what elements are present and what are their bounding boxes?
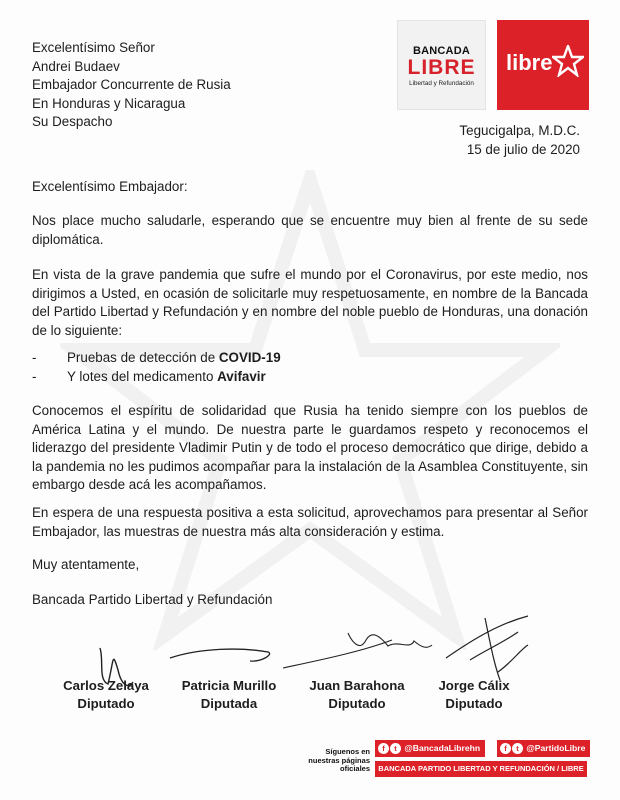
address-line: Su Despacho	[32, 114, 113, 130]
follow-us-label: Síguenos en nuestras páginas oficiales	[308, 747, 370, 773]
logo-libre-word: LIBRE	[407, 56, 476, 79]
signatory-name: Carlos Zelaya	[63, 678, 149, 693]
facebook-icon: f	[500, 743, 511, 754]
item-bold: Avifavir	[217, 369, 266, 384]
libre-logo-text: libre	[506, 50, 553, 75]
date: 15 de julio de 2020	[466, 141, 580, 157]
paragraph-solidarity: Conocemos el espíritu de solidaridad que Rusia ha tenido siempre con los pueblos de América Latina y el mundo. De nuestra parte le guardamos respeto y reconocemos el liderazgo del presidente Vladimir Putin y de todo el proceso democrático que dirige, debido a la pandemia no les pudimos acompañar para la instalación de la Asamblea Constituyente, sin embargo desde acá les acompañamos.	[32, 403, 588, 493]
signatory-name: Jorge Cálix	[438, 678, 510, 693]
item-text: Pruebas de detección de	[67, 350, 219, 365]
signatory	[413, 677, 535, 713]
item-bold: COVID-19	[218, 350, 281, 365]
party-banner: BANCADA PARTIDO LIBERTAD Y REFUNDACIÓN / LIBRE	[375, 761, 587, 777]
sender: Bancada Partido Libertad y Refundación	[32, 592, 273, 607]
social-handle-partido[interactable]	[497, 740, 590, 757]
logo-bancada-word: BANCADA	[412, 45, 470, 57]
twitter-icon: t	[390, 743, 401, 754]
logo-tagline: Libertad y Refundación	[409, 80, 474, 87]
handle-text: @PartidoLibre	[526, 743, 586, 753]
twitter-icon: t	[512, 743, 523, 754]
salutation: Excelentísimo Embajador:	[32, 179, 188, 194]
bullet-dash: -	[32, 350, 37, 365]
paragraph-closing: En espera de una respuesta positiva a esta solicitud, aprovechamos para presentar al Señor Embajador, las muestras de nuestra más alta consideración y estima.	[32, 505, 588, 539]
paragraph-request: En vista de la grave pandemia que sufre el mundo por el Coronavirus, por este medio, nos dirigimos a Usted, en ocasión de solicitarle muy respetuosamente, en nombre de la Bancada del Partido Libertad y Refundación y en nombre del noble pueblo de Honduras, una donación de lo siguiente:	[32, 267, 588, 338]
item-text: Y lotes del medicamento	[67, 369, 218, 384]
libre-party-logo	[497, 20, 589, 110]
complimentary-close: Muy atentamente,	[32, 557, 140, 572]
bancada-libre-logo	[397, 20, 486, 110]
social-handle-bancada[interactable]	[375, 740, 485, 757]
signatory	[293, 677, 421, 713]
place-and-date	[459, 122, 580, 159]
signatory-title: Diputado	[328, 696, 386, 711]
address-line: Excelentísimo Señor	[32, 40, 155, 55]
signature-murillo	[170, 649, 270, 661]
list-item	[32, 349, 281, 368]
recipient-address	[32, 39, 231, 132]
signatory	[44, 677, 168, 713]
signatory-title: Diputada	[200, 696, 258, 711]
signatory-name: Juan Barahona	[309, 678, 405, 693]
address-line: En Honduras y Nicaragua	[32, 95, 186, 111]
signatory-title: Diputado	[445, 696, 503, 711]
address-line: Andrei Budaev	[32, 58, 120, 74]
paragraph-greeting: Nos place mucho saludarle, esperando que se encuentre muy bien al frente de su sede diplomática.	[32, 213, 588, 247]
libre-star-icon	[552, 45, 584, 77]
facebook-icon: f	[378, 743, 389, 754]
signatory-title: Diputado	[77, 696, 135, 711]
place: Tegucigalpa, M.D.C.	[459, 123, 580, 138]
bullet-dash: -	[32, 369, 37, 384]
address-line: Embajador Concurrente de Rusia	[32, 77, 231, 93]
signatory	[164, 677, 294, 713]
signatory-name: Patricia Murillo	[181, 678, 277, 693]
handle-text: @BancadaLibrehn	[404, 743, 481, 753]
list-item	[32, 368, 266, 387]
